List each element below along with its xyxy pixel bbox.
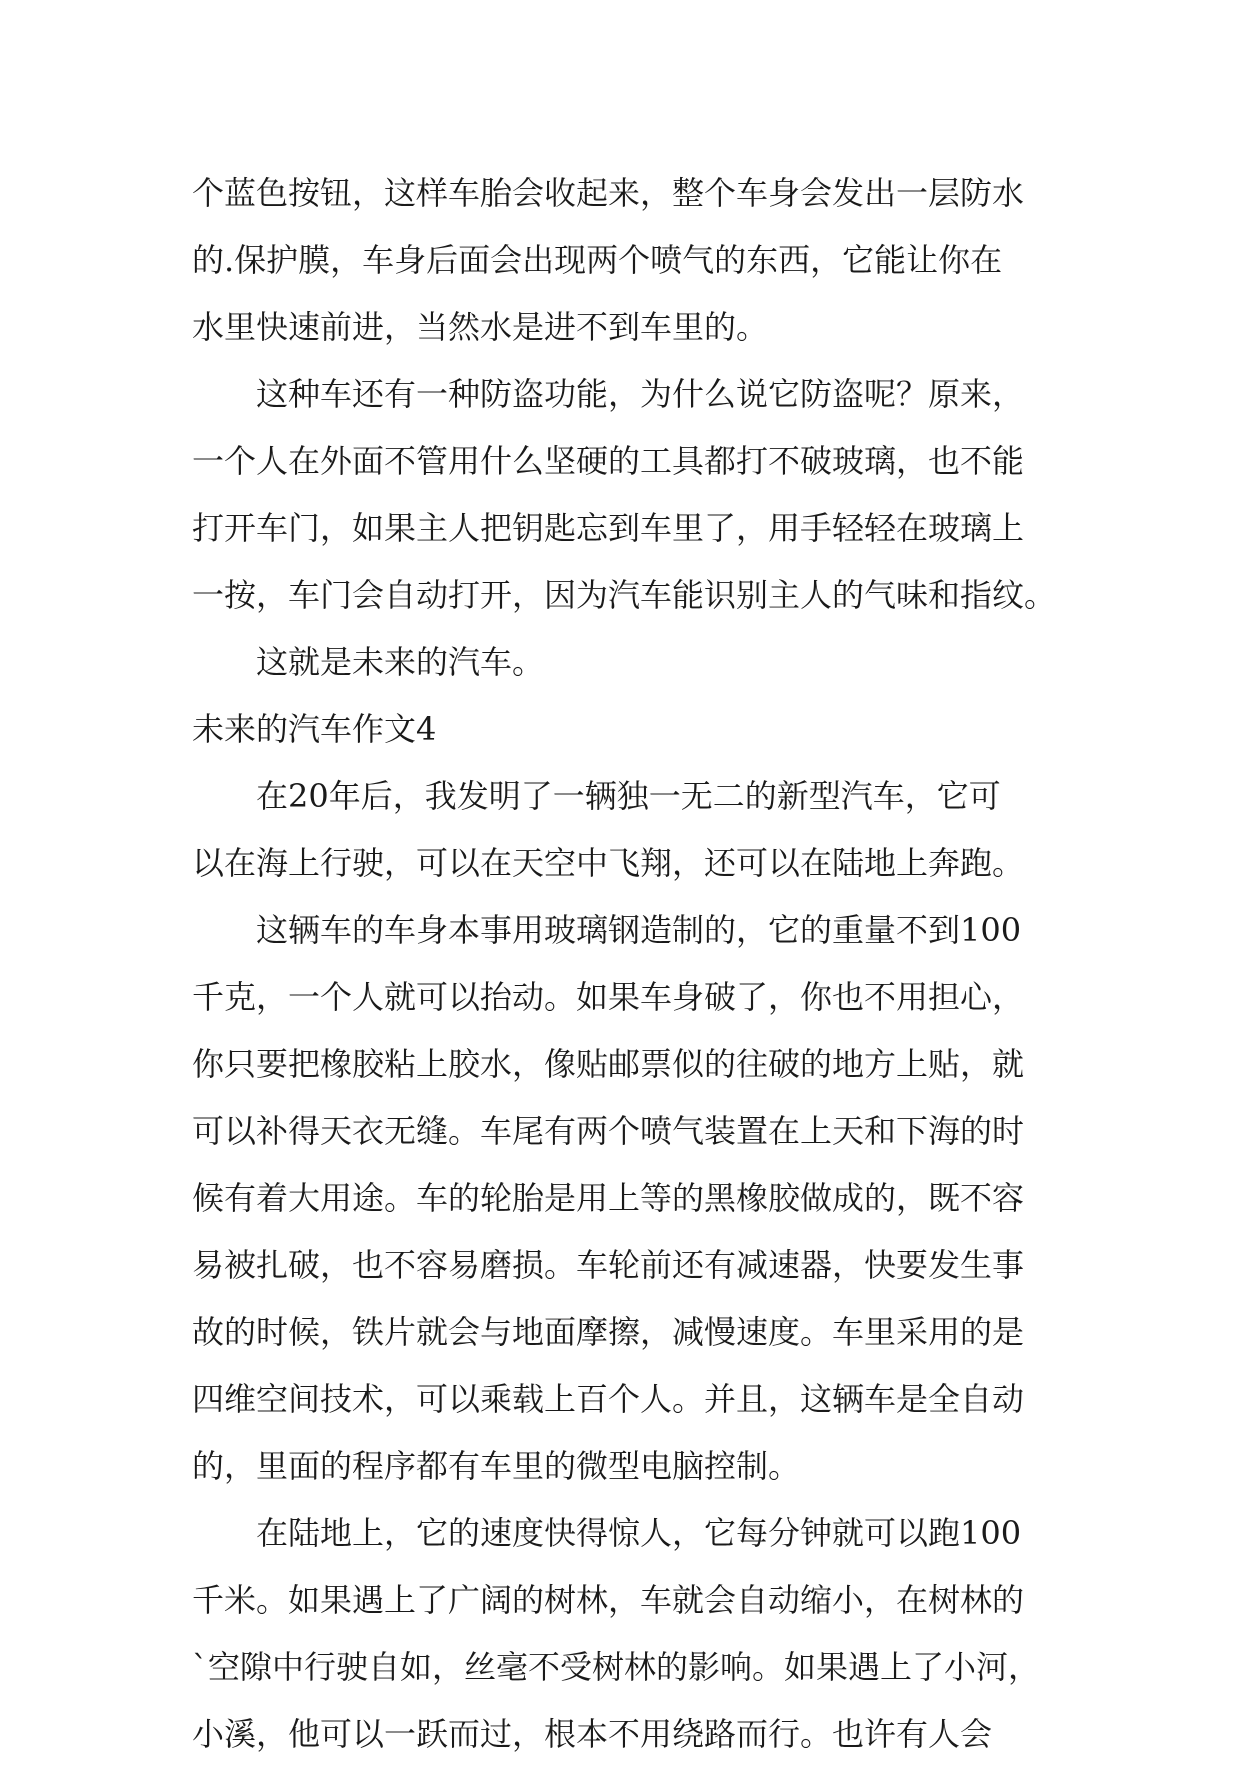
- text-line: 以在海上行驶，可以在天空中飞翔，还可以在陆地上奔跑。: [192, 844, 1025, 882]
- text-line: 你只要把橡胶粘上胶水，像贴邮票似的往破的地方上贴，就: [192, 1045, 1025, 1083]
- text-line: 小溪，他可以一跃而过，根本不用绕路而行。也许有人会: [192, 1715, 993, 1753]
- text-line: 候有着大用途。车的轮胎是用上等的黑橡胶做成的，既不容: [192, 1179, 1025, 1217]
- text-line: 打开车门，如果主人把钥匙忘到车里了，用手轻轻在玻璃上: [192, 509, 1025, 547]
- paragraph-start-line: 这就是未来的汽车。: [256, 643, 545, 681]
- text-line: 千克，一个人就可以抬动。如果车身破了，你也不用担心，: [192, 978, 1025, 1016]
- text-line: 易被扎破，也不容易磨损。车轮前还有减速器，快要发生事: [192, 1246, 1025, 1284]
- text-line: 千米。如果遇上了广阔的树林，车就会自动缩小，在树林的: [192, 1581, 1025, 1619]
- paragraph-start-line: 这种车还有一种防盗功能，为什么说它防盗呢？原来，: [256, 375, 1025, 413]
- text-line: 一个人在外面不管用什么坚硬的工具都打不破玻璃，也不能: [192, 442, 1025, 480]
- paragraph-start-line: 在20年后，我发明了一辆独一无二的新型汽车，它可: [256, 777, 1001, 815]
- section-heading: 未来的汽车作文4: [192, 710, 437, 748]
- text-line: 个蓝色按钮，这样车胎会收起来，整个车身会发出一层防水: [192, 174, 1025, 212]
- text-line: 的，里面的程序都有车里的微型电脑控制。: [192, 1447, 801, 1485]
- paragraph-start-line: 这辆车的车身本事用玻璃钢造制的，它的重量不到100: [256, 911, 1022, 949]
- text-line: 可以补得天衣无缝。车尾有两个喷气装置在上天和下海的时: [192, 1112, 1025, 1150]
- text-line: 四维空间技术，可以乘载上百个人。并且，这辆车是全自动: [192, 1380, 1025, 1418]
- text-line: 故的时候，铁片就会与地面摩擦，减慢速度。车里采用的是: [192, 1313, 1025, 1351]
- document-body: [192, 160, 1072, 1768]
- paragraph-start-line: 在陆地上，它的速度快得惊人，它每分钟就可以跑100: [256, 1514, 1022, 1552]
- text-line: `空隙中行驶自如，丝毫不受树林的影响。如果遇上了小河，: [192, 1648, 1041, 1686]
- text-line: 一按，车门会自动打开，因为汽车能识别主人的气味和指纹。: [192, 576, 1057, 614]
- text-line: 水里快速前进，当然水是进不到车里的。: [192, 308, 769, 346]
- text-line: 的.保护膜，车身后面会出现两个喷气的东西，它能让你在: [192, 241, 1003, 279]
